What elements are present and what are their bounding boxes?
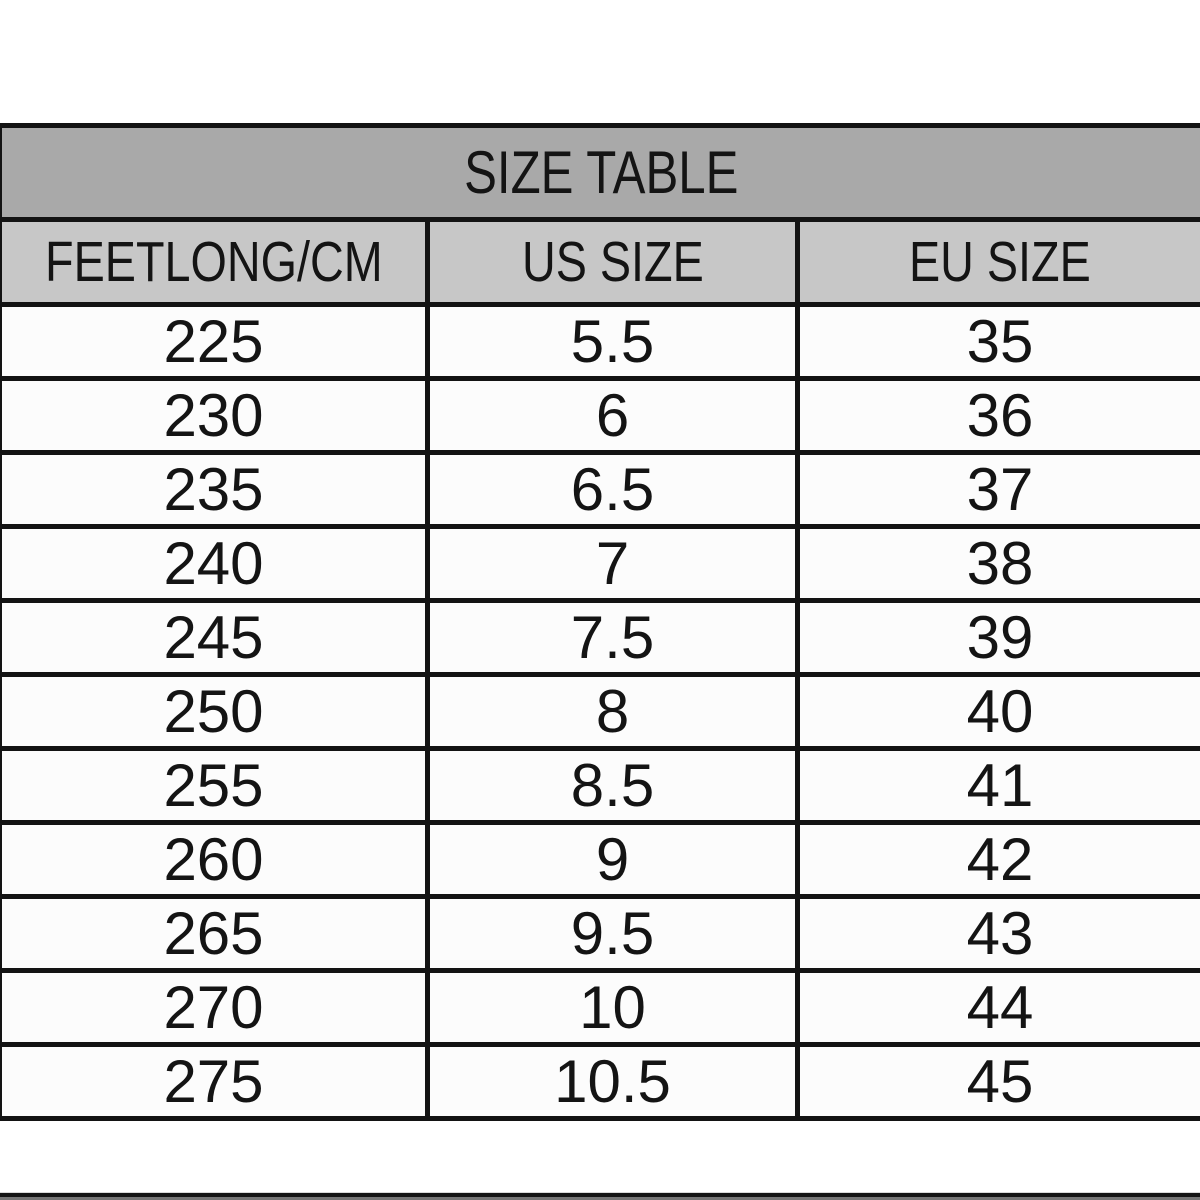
table-row <box>0 971 1200 1045</box>
column-header-feetlong-cm <box>0 220 428 305</box>
cell-eu-size: 35 <box>798 305 1200 379</box>
cell-us-size: 9.5 <box>428 897 798 971</box>
cell-eu-size: 38 <box>798 527 1200 601</box>
cell-us-size: 8.5 <box>428 749 798 823</box>
column-header-us-size <box>428 220 798 305</box>
size-table <box>0 123 1200 1121</box>
table-row <box>0 897 1200 971</box>
size-table-title-text: SIZE TABLE <box>463 139 739 206</box>
cell-us-size: 9 <box>428 823 798 897</box>
cell-feetlong: 230 <box>0 379 428 453</box>
size-table-title-row <box>0 126 1200 220</box>
cell-feetlong: 255 <box>0 749 428 823</box>
cell-eu-size: 36 <box>798 379 1200 453</box>
cell-eu-size: 43 <box>798 897 1200 971</box>
cell-feetlong: 225 <box>0 305 428 379</box>
cell-us-size: 7 <box>428 527 798 601</box>
cell-us-size: 10 <box>428 971 798 1045</box>
table-row <box>0 527 1200 601</box>
cell-us-size: 6 <box>428 379 798 453</box>
cell-us-size: 5.5 <box>428 305 798 379</box>
cell-us-size: 6.5 <box>428 453 798 527</box>
cell-feetlong: 260 <box>0 823 428 897</box>
table-row <box>0 453 1200 527</box>
column-header-feetlong-cm-text: FEETLONG/CM <box>44 230 383 294</box>
cell-us-size: 8 <box>428 675 798 749</box>
cell-feetlong: 275 <box>0 1045 428 1119</box>
column-header-us-size-text: US SIZE <box>521 230 704 294</box>
cell-feetlong: 265 <box>0 897 428 971</box>
cell-feetlong: 235 <box>0 453 428 527</box>
column-header-eu-size-text: EU SIZE <box>909 230 1091 294</box>
table-row <box>0 1045 1200 1119</box>
table-row <box>0 601 1200 675</box>
table-row <box>0 675 1200 749</box>
size-table-title <box>0 126 1200 220</box>
cell-eu-size: 37 <box>798 453 1200 527</box>
cell-eu-size: 41 <box>798 749 1200 823</box>
table-row <box>0 379 1200 453</box>
table-row <box>0 305 1200 379</box>
table-row <box>0 749 1200 823</box>
cell-feetlong: 270 <box>0 971 428 1045</box>
cell-eu-size: 44 <box>798 971 1200 1045</box>
cell-us-size: 10.5 <box>428 1045 798 1119</box>
column-header-eu-size <box>798 220 1200 305</box>
table-row <box>0 823 1200 897</box>
cell-feetlong: 240 <box>0 527 428 601</box>
size-table-header-row <box>0 220 1200 305</box>
cell-eu-size: 45 <box>798 1045 1200 1119</box>
bottom-edge-divider <box>0 1192 1200 1200</box>
cell-eu-size: 40 <box>798 675 1200 749</box>
cell-eu-size: 42 <box>798 823 1200 897</box>
cell-feetlong: 250 <box>0 675 428 749</box>
cell-us-size: 7.5 <box>428 601 798 675</box>
cell-eu-size: 39 <box>798 601 1200 675</box>
cell-feetlong: 245 <box>0 601 428 675</box>
